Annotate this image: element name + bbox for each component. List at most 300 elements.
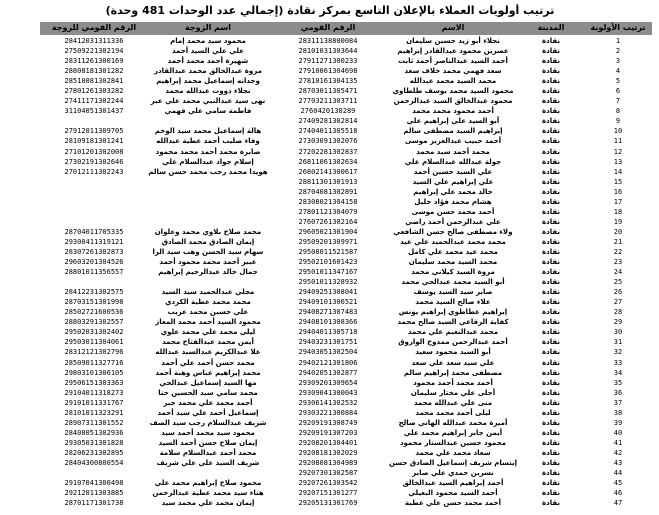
husband-national-id-cell: 27409281302814	[298, 117, 358, 126]
wife-national-id-cell: 28704011705335	[64, 227, 124, 236]
husband-name-cell: نجلاء أبو زيد حسين سليمان	[406, 37, 500, 46]
wife-name-cell	[148, 217, 268, 227]
wife-name-cell: هالة إسماعيل محمد سيد الوخم	[154, 127, 262, 136]
husband-national-id-cell: 28311138800084	[298, 37, 358, 46]
wife-name-cell: محمد محمد عطية الكردي	[165, 298, 251, 307]
table-header	[40, 22, 652, 35]
table-row	[40, 347, 652, 357]
table-row	[40, 468, 652, 478]
husband-national-id-cell: 29402121301806	[298, 358, 358, 367]
rank-cell: 45	[613, 479, 623, 488]
table-row	[40, 86, 652, 96]
priority-table-body	[40, 36, 652, 508]
city-cell: نقادة	[541, 117, 561, 126]
wife-national-id-cell: 29212011303885	[64, 489, 124, 498]
rank-cell: 4	[615, 67, 621, 76]
rank-cell: 30	[613, 328, 623, 337]
wife-name-cell: صابرة محمد أحمد محمد محمود	[155, 147, 261, 156]
husband-name-cell: علي إبراهيم علي السيد	[412, 177, 494, 186]
rank-cell: 22	[613, 248, 623, 256]
rank-cell: 3	[615, 57, 621, 66]
header-rank: ترتيب الأولوية	[590, 23, 646, 32]
table-row	[40, 257, 652, 267]
husband-national-id-cell: 28308021304158	[298, 197, 358, 206]
husband-national-id-cell: 29501011347167	[298, 268, 358, 277]
table-row	[40, 408, 652, 418]
rank-cell: 12	[613, 147, 623, 156]
table-row	[40, 177, 652, 187]
wife-name-cell: شريف عبدالسلام رجب سيد الصف	[149, 418, 267, 427]
wife-name-cell: عبير أحمد محمد محمود أحمد	[159, 258, 257, 267]
city-cell: نقادة	[541, 227, 561, 236]
wife-name-cell: علا عبدالكريم عبدالسيد عبدالله	[155, 348, 261, 357]
husband-name-cell: إبراهيم السيد مصطفى سالم	[403, 127, 503, 136]
city-cell: نقادة	[541, 147, 561, 156]
rank-cell: 13	[613, 157, 623, 166]
table-row	[40, 237, 652, 247]
wife-national-id-cell: 28803291302557	[64, 318, 124, 327]
husband-name-cell: محمد السيد محمد سليمان	[408, 258, 498, 267]
wife-national-id-cell: 29300411319121	[64, 237, 124, 246]
husband-national-id-cell: 29509201309971	[298, 237, 358, 246]
husband-name-cell: ليلى أحمد محمد محمد	[415, 408, 491, 417]
table-row	[40, 217, 652, 227]
husband-national-id-cell: 29501011328932	[298, 278, 358, 287]
husband-national-id-cell: 27703211303711	[298, 97, 358, 106]
wife-name-cell: شريف السيد علي علي شريف	[156, 458, 260, 467]
table-row	[40, 458, 652, 468]
wife-national-id-cell: 29107041300498	[64, 479, 124, 488]
rank-cell: 14	[613, 167, 623, 176]
husband-name-cell: محمود السيد محمد يوسف طلطاوي	[392, 87, 514, 96]
husband-name-cell: محمد عبدالنعيم علي محمد	[407, 328, 499, 337]
table-row	[40, 126, 652, 136]
husband-name-cell: كفاية الرفاعي السيد صالح محمد	[397, 318, 509, 327]
city-cell: نقادة	[541, 248, 561, 256]
husband-national-id-cell: 27911271300233	[298, 57, 358, 66]
husband-national-id-cell: 27303091302076	[298, 137, 358, 146]
husband-national-id-cell: 29207151301277	[298, 489, 358, 498]
wife-national-id-cell: 28109181301241	[64, 137, 124, 146]
wife-national-id-cell: 28312121302796	[64, 348, 124, 357]
table-row	[40, 438, 652, 448]
husband-name-cell: أحمد السيد محمود البعيلي	[408, 489, 498, 498]
table-row	[40, 136, 652, 146]
wife-name-cell: ليلى محمد علي محمد علوي	[160, 328, 256, 337]
rank-cell: 28	[613, 308, 623, 317]
husband-national-id-cell: 29404011305718	[298, 328, 358, 337]
wife-name-cell: محمد سامي سيد الحسين حنا	[158, 388, 258, 397]
wife-name-cell: مروة عبدالخالق محمد عبدالقادر	[154, 67, 262, 76]
rank-cell: 29	[613, 318, 623, 327]
wife-name-cell: أحمد محمد علي محمد جبر	[163, 398, 253, 407]
table-row	[40, 227, 652, 237]
husband-name-cell: أحمد السيد عبدالناصر أحمد ثابت	[398, 57, 508, 66]
table-row	[40, 76, 652, 86]
wife-name-cell: إسماعيل أحمد علي سيد أحمد	[157, 408, 259, 417]
table-row	[40, 337, 652, 347]
city-cell: نقادة	[541, 499, 561, 508]
rank-cell: 21	[613, 237, 623, 246]
husband-national-id-cell: 29409251308041	[298, 288, 358, 297]
rank-cell: 1	[615, 37, 621, 46]
city-cell: نقادة	[541, 458, 561, 467]
rank-cell: 11	[613, 137, 623, 146]
table-row	[40, 197, 652, 207]
rank-cell: 40	[613, 428, 623, 437]
husband-national-id-cell: 29502101601423	[298, 258, 358, 267]
city-cell: نقادة	[541, 328, 561, 337]
wife-name-cell: إيمان الصادق محمد الصادق	[161, 237, 255, 246]
wife-national-id-cell: 28907311301552	[64, 418, 124, 427]
table-row	[40, 267, 652, 277]
rank-cell: 33	[613, 358, 623, 367]
wife-national-id-cell: 29101011331767	[64, 398, 124, 407]
wife-national-id-cell: 28307261302873	[64, 248, 124, 256]
table-row	[40, 307, 652, 317]
wife-national-id-cell: 27912011309705	[64, 127, 124, 136]
husband-national-id-cell: 28811301301913	[298, 177, 358, 186]
city-cell: نقادة	[541, 378, 561, 387]
husband-name-cell: نسرين حمدي علي صابر	[412, 469, 494, 478]
husband-national-id-cell: 29209191308749	[298, 418, 358, 427]
husband-national-id-cell: 29208201304401	[298, 438, 358, 447]
wife-name-cell: إيمان صلاح حسن أحمد السيد	[158, 438, 258, 447]
husband-national-id-cell: 29408101308366	[298, 318, 358, 327]
city-cell: نقادة	[541, 348, 561, 357]
husband-name-cell: أبو السيد محمد عبدالحي محمد	[401, 278, 505, 287]
husband-name-cell: سعد فهمي محمد خلاف سعد	[404, 67, 502, 76]
rank-cell: 10	[613, 127, 623, 136]
wife-name-cell: أيمن محمد عبدالفتاح محمد	[162, 338, 254, 347]
city-cell: نقادة	[541, 428, 561, 437]
husband-national-id-cell: 29208081304989	[298, 458, 358, 467]
table-row	[40, 96, 652, 106]
wife-national-id-cell: 29603201304526	[64, 258, 124, 267]
table-row	[40, 358, 652, 368]
city-cell: نقادة	[541, 438, 561, 447]
table-row	[40, 66, 652, 76]
husband-national-id-cell: 28101031303644	[298, 47, 358, 56]
rank-cell: 19	[613, 217, 623, 226]
wife-name-cell	[148, 116, 268, 126]
city-cell: نقادة	[541, 177, 561, 186]
wife-national-id-cell	[40, 197, 148, 207]
wife-name-cell: وجدانه إسماعيل محمد إبراهيم	[156, 77, 260, 86]
husband-national-id-cell: 27404011305518	[298, 127, 358, 136]
wife-national-id-cell: 29803101306105	[64, 368, 124, 377]
header-husband-national-id: الرقم القومي	[300, 23, 356, 32]
husband-name-cell: أحلى علي مختار سليمان	[410, 388, 496, 397]
husband-name-cell: عصرين محمود عبدالقادر إبراهيم	[397, 47, 509, 56]
husband-national-id-cell: 29408271307483	[298, 308, 358, 317]
husband-name-cell: أحمد حبيب عبدالعزيز موسى	[404, 137, 502, 146]
wife-national-id-cell: 28408051302936	[64, 428, 124, 437]
wife-national-id-cell: 29104011318273	[64, 388, 124, 397]
wife-name-cell: جمال خالد عبدالرحيم إبراهيم	[158, 268, 258, 277]
wife-national-id-cell: 31104051301437	[64, 107, 124, 116]
rank-cell: 9	[615, 117, 621, 126]
city-cell: نقادة	[541, 237, 561, 246]
husband-national-id-cell: 28704081302891	[298, 187, 358, 196]
rank-cell: 32	[613, 348, 623, 357]
wife-national-id-cell	[40, 468, 148, 478]
wife-national-id-cell: 29506151303363	[64, 378, 124, 387]
city-cell: نقادة	[541, 368, 561, 377]
husband-name-cell: علي السيد حسين أحمد	[413, 167, 493, 176]
husband-name-cell: أميرة محمد عبدالله الهاني صالح	[398, 418, 508, 427]
rank-cell: 15	[613, 177, 623, 186]
husband-national-id-cell: 27202281302837	[298, 147, 358, 156]
rank-cell: 16	[613, 187, 623, 196]
priority-table	[40, 36, 652, 508]
husband-name-cell: محمد السيد محمد عبدالله	[409, 77, 497, 86]
rank-cell: 17	[613, 197, 623, 206]
wife-national-id-cell: 29502031302402	[64, 328, 124, 337]
table-row	[40, 297, 652, 307]
wife-national-id-cell	[40, 207, 148, 217]
city-cell: نقادة	[541, 57, 561, 66]
city-cell: نقادة	[541, 137, 561, 146]
husband-name-cell: أحمد عبدالرحمن ممدوح الواروق	[398, 338, 508, 347]
header-wife-national-id: الرقم القومي للزوجة	[51, 23, 137, 32]
husband-national-id-cell: 29209191307203	[298, 428, 358, 437]
city-cell: نقادة	[541, 469, 561, 478]
rank-cell: 41	[613, 438, 623, 447]
husband-name-cell: محمود حسين عبدالستار محمود	[399, 438, 507, 447]
wife-national-id-cell: 28502721600536	[64, 308, 124, 317]
wife-national-id-cell: 28808181301282	[64, 67, 124, 76]
city-cell: نقادة	[541, 47, 561, 56]
rank-cell: 47	[613, 499, 623, 508]
wife-name-cell: شهيرة أحمد محمد أحمد	[167, 57, 249, 66]
city-cell: نقادة	[541, 298, 561, 307]
rank-cell: 23	[613, 258, 623, 267]
husband-name-cell: جولة عبدالله عبدالسلام علي	[404, 157, 502, 166]
wife-national-id-cell: 27302191302646	[64, 157, 124, 166]
wife-national-id-cell: 27801261303282	[64, 87, 124, 96]
table-row	[40, 157, 652, 167]
table-row	[40, 277, 652, 287]
wife-national-id-cell: 28510081302841	[64, 77, 124, 86]
table-row	[40, 388, 652, 398]
husband-name-cell: أبو السيد علي إبراهيم علي	[406, 117, 500, 126]
wife-name-cell	[148, 177, 268, 187]
table-row	[40, 36, 652, 46]
husband-national-id-cell: 29309201309654	[298, 378, 358, 387]
table-row	[40, 498, 652, 508]
wife-name-cell: محمود صلاح إبراهيم محمد علي	[154, 479, 262, 488]
wife-name-cell: إسلام جواد عبدالسلام علي	[162, 157, 254, 166]
wife-national-id-cell: 27509221302194	[64, 47, 124, 56]
husband-name-cell: مروة السيد كيلاني محمد	[411, 268, 495, 277]
husband-name-cell: أيمن جابر إبراهيم محمد علي	[403, 428, 503, 437]
wife-national-id-cell: 28311261300169	[64, 57, 124, 66]
table-row	[40, 448, 652, 458]
wife-national-id-cell: 29305031301828	[64, 438, 124, 447]
header-husband-name: الاسم	[441, 23, 465, 32]
header-city: المدينة	[537, 23, 565, 32]
wife-name-cell: هناء سيد محمد عطية عبدالرحمن	[152, 489, 264, 498]
wife-name-cell: إيمان محمد علي محمد سيد	[161, 499, 255, 508]
rank-cell: 6	[615, 87, 621, 96]
table-row	[40, 56, 652, 66]
rank-cell: 44	[613, 469, 623, 478]
husband-name-cell: هشام محمد فؤاد خليل	[414, 197, 492, 206]
wife-national-id-cell	[40, 277, 148, 287]
wife-name-cell: محمود السيد أحمد محمد المعاز	[155, 318, 261, 327]
wife-name-cell	[148, 197, 268, 207]
city-cell: نقادة	[541, 157, 561, 166]
wife-national-id-cell: 28404300800554	[64, 458, 124, 467]
rank-cell: 8	[615, 107, 621, 116]
table-row	[40, 207, 652, 217]
wife-name-cell: محمود سيد محمد أحمد سيد	[161, 428, 255, 437]
husband-national-id-cell: 27910061304698	[298, 67, 358, 76]
husband-name-cell: محمود عبدالخالق السيد عبدالرحمن	[393, 97, 513, 106]
city-cell: نقادة	[541, 268, 561, 277]
table-row	[40, 418, 652, 428]
husband-national-id-cell: 29402051302877	[298, 368, 358, 377]
city-cell: نقادة	[541, 448, 561, 457]
husband-name-cell: ولاء مصطفى صالح حسن الشافعي	[393, 227, 513, 236]
husband-name-cell: أحمد محمد حسن علي عطية	[405, 499, 501, 508]
husband-national-id-cell: 29309041300043	[298, 388, 358, 397]
husband-national-id-cell: 29303221300884	[298, 408, 358, 417]
rank-cell: 27	[613, 298, 623, 307]
city-cell: نقادة	[541, 479, 561, 488]
husband-name-cell: أبو السيد محمود سعيد	[415, 348, 491, 357]
table-row	[40, 368, 652, 378]
rank-cell: 2	[615, 47, 621, 56]
city-cell: نقادة	[541, 37, 561, 46]
wife-name-cell: نهى سيد عبدالنبي محمد علي عبر	[150, 97, 266, 106]
table-row	[40, 147, 652, 157]
table-row	[40, 478, 652, 488]
rank-cell: 24	[613, 268, 623, 277]
husband-national-id-cell: 29605021301904	[298, 227, 358, 236]
wife-national-id-cell	[40, 217, 148, 227]
city-cell: نقادة	[541, 87, 561, 96]
husband-name-cell: علي عبدالرحمن أحمد راضي	[405, 217, 501, 226]
rank-cell: 34	[613, 368, 623, 377]
husband-national-id-cell: 29403051302504	[298, 348, 358, 357]
wife-name-cell: علي علي السيد أحمد	[172, 47, 244, 56]
husband-national-id-cell: 29403231301751	[298, 338, 358, 347]
page-title: ترتيب أولويات العملاء بالإعلان التاسع بمركز نقادة (إجمالي عدد الوحدات 481 وحدة)	[105, 4, 555, 17]
wife-name-cell: محمود سيد محمد إمام	[170, 37, 246, 46]
city-cell: نقادة	[541, 107, 561, 116]
table-row	[40, 187, 652, 197]
wife-national-id-cell	[40, 177, 148, 187]
wife-national-id-cell	[40, 187, 148, 197]
husband-name-cell: علاء صالح السيد محمد	[415, 298, 491, 307]
table-row	[40, 488, 652, 498]
city-cell: نقادة	[541, 358, 561, 367]
husband-national-id-cell: 29207261303542	[298, 479, 358, 488]
husband-national-id-cell: 27810161304135	[298, 77, 358, 86]
husband-name-cell: إبتسام شريف إسماعيل الصادق حسن	[388, 458, 518, 467]
wife-name-cell	[148, 187, 268, 197]
rank-cell: 46	[613, 489, 623, 498]
husband-national-id-cell: 27607261302164	[298, 217, 358, 226]
wife-national-id-cell: 27411171302244	[64, 97, 124, 106]
wife-national-id-cell: 28701171301738	[64, 499, 124, 508]
husband-national-id-cell: 29306141302532	[298, 398, 358, 407]
wife-name-cell: نجلاء ذووت عبدالله محمد	[165, 87, 251, 96]
table-row	[40, 287, 652, 297]
city-cell: نقادة	[541, 418, 561, 427]
city-cell: نقادة	[541, 217, 561, 226]
city-cell: نقادة	[541, 127, 561, 136]
city-cell: نقادة	[541, 308, 561, 317]
rank-cell: 5	[615, 77, 621, 86]
city-cell: نقادة	[541, 318, 561, 327]
husband-national-id-cell: 26802141300617	[298, 167, 358, 176]
table-row	[40, 106, 652, 116]
rank-cell: 43	[613, 458, 623, 467]
table-row	[40, 116, 652, 126]
husband-name-cell: محمد عيد محمد علي كامل	[408, 248, 498, 256]
wife-national-id-cell: 29503011304061	[64, 338, 124, 347]
rank-cell: 39	[613, 418, 623, 427]
rank-cell: 35	[613, 378, 623, 387]
city-cell: نقادة	[541, 197, 561, 206]
wife-national-id-cell: 28101011323291	[64, 408, 124, 417]
city-cell: نقادة	[541, 67, 561, 76]
husband-national-id-cell: 29508011521587	[298, 248, 358, 256]
husband-national-id-cell: 27801121304079	[298, 207, 358, 216]
rank-cell: 18	[613, 207, 623, 216]
wife-name-cell: علي حسين محمد عريب	[167, 308, 249, 317]
husband-national-id-cell: 29207301302587	[298, 469, 358, 478]
wife-national-id-cell	[40, 116, 148, 126]
wife-name-cell	[148, 277, 268, 287]
wife-name-cell: محمد أحمد عبدالسلام سلامة	[159, 448, 257, 457]
husband-name-cell: منى علي عبدالله محمد	[413, 398, 493, 407]
wife-name-cell	[148, 207, 268, 217]
husband-name-cell: سعاد محمد علي محمد	[415, 448, 491, 457]
table-row	[40, 428, 652, 438]
husband-name-cell: أحمد محمد أحمد محمود	[413, 378, 493, 387]
city-cell: نقادة	[541, 97, 561, 106]
wife-national-id-cell: 28703151301998	[64, 298, 124, 307]
city-cell: نقادة	[541, 408, 561, 417]
husband-name-cell: أحمد إبراهيم السيد عبدالخالق	[402, 479, 504, 488]
husband-name-cell: محمد أحمد سيد محمد	[416, 147, 490, 156]
husband-national-id-cell: 28703011305471	[298, 87, 358, 96]
husband-name-cell: محمد محمد عبدالحميد علي عبد	[400, 237, 506, 246]
city-cell: نقادة	[541, 207, 561, 216]
city-cell: نقادة	[541, 489, 561, 498]
city-cell: نقادة	[541, 398, 561, 407]
rank-cell: 42	[613, 448, 623, 457]
wife-name-cell: محمد صلاح بلاوي محمد وعلوان	[154, 227, 262, 236]
rank-cell: 38	[613, 408, 623, 417]
wife-name-cell: هويدا محمد رجب محمد حسن سالم	[148, 167, 268, 176]
city-cell: نقادة	[541, 258, 561, 267]
wife-national-id-cell: 28412031311336	[64, 37, 124, 46]
rank-cell: 26	[613, 288, 623, 297]
wife-national-id-cell: 28412231302575	[64, 288, 124, 297]
table-row	[40, 398, 652, 408]
wife-national-id-cell: 28206231302895	[64, 448, 124, 457]
header-wife-name: اسم الزوجة	[185, 23, 231, 32]
rank-cell: 36	[613, 388, 623, 397]
rank-cell: 31	[613, 338, 623, 347]
wife-name-cell: محمد إبراهيم عباس وهبة أحمد	[155, 368, 261, 377]
table-row	[40, 317, 652, 327]
